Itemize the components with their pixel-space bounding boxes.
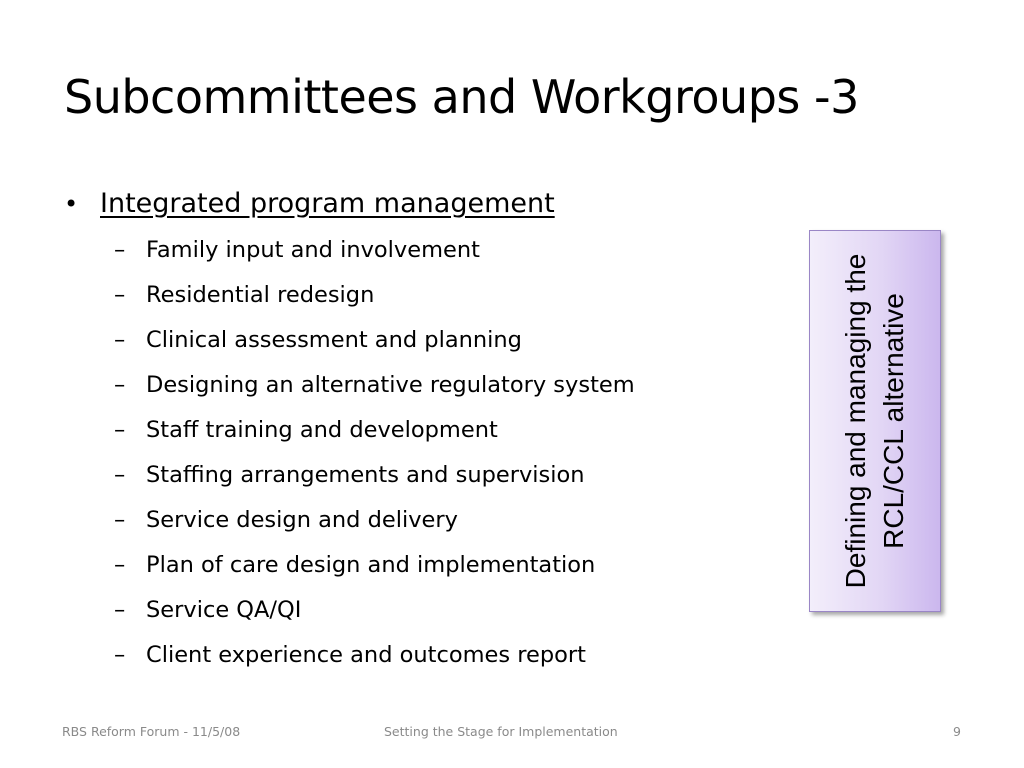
- sub-item: [64, 453, 764, 498]
- slide-content: [64, 184, 764, 678]
- dash-marker: –: [114, 597, 126, 623]
- sub-item-text: Family input and involvement: [146, 237, 480, 263]
- sub-item-text: Staff training and development: [146, 417, 498, 443]
- sub-item: [64, 498, 764, 543]
- dash-marker: –: [114, 372, 126, 398]
- sub-item-text: Service design and delivery: [146, 507, 458, 533]
- sub-item-text: Residential redesign: [146, 282, 375, 308]
- sub-item-text: Client experience and outcomes report: [146, 642, 586, 668]
- sub-item: [64, 318, 764, 363]
- sub-item: [64, 633, 764, 678]
- bullet-text: Integrated program management: [100, 188, 555, 219]
- sub-item: [64, 408, 764, 453]
- sub-item-text: Plan of care design and implementation: [146, 552, 596, 578]
- dash-marker: –: [114, 417, 126, 443]
- callout-box: [809, 230, 941, 612]
- callout-text: Defining and managing the RCL/CCL alternative: [840, 253, 909, 589]
- dash-marker: –: [114, 327, 126, 353]
- sub-item: [64, 363, 764, 408]
- dash-marker: –: [114, 282, 126, 308]
- sub-item: [64, 228, 764, 273]
- bullet-marker: •: [64, 190, 79, 218]
- sub-item-text: Clinical assessment and planning: [146, 327, 522, 353]
- sub-item: [64, 273, 764, 318]
- sub-item: [64, 543, 764, 588]
- sub-item-list: [64, 228, 764, 678]
- dash-marker: –: [114, 552, 126, 578]
- dash-marker: –: [114, 237, 126, 263]
- dash-marker: –: [114, 507, 126, 533]
- footer-center-text: Setting the Stage for Implementation: [384, 724, 618, 739]
- page-number: 9: [953, 724, 961, 739]
- bullet-item: [64, 184, 764, 228]
- footer-left-text: RBS Reform Forum - 11/5/08: [62, 724, 241, 739]
- dash-marker: –: [114, 462, 126, 488]
- sub-item-text: Staffing arrangements and supervision: [146, 462, 585, 488]
- sub-item-text: Designing an alternative regulatory system: [146, 372, 635, 398]
- sub-item: [64, 588, 764, 633]
- sub-item-text: Service QA/QI: [146, 597, 302, 623]
- dash-marker: –: [114, 642, 126, 668]
- slide-title: Subcommittees and Workgroups -3: [64, 70, 859, 124]
